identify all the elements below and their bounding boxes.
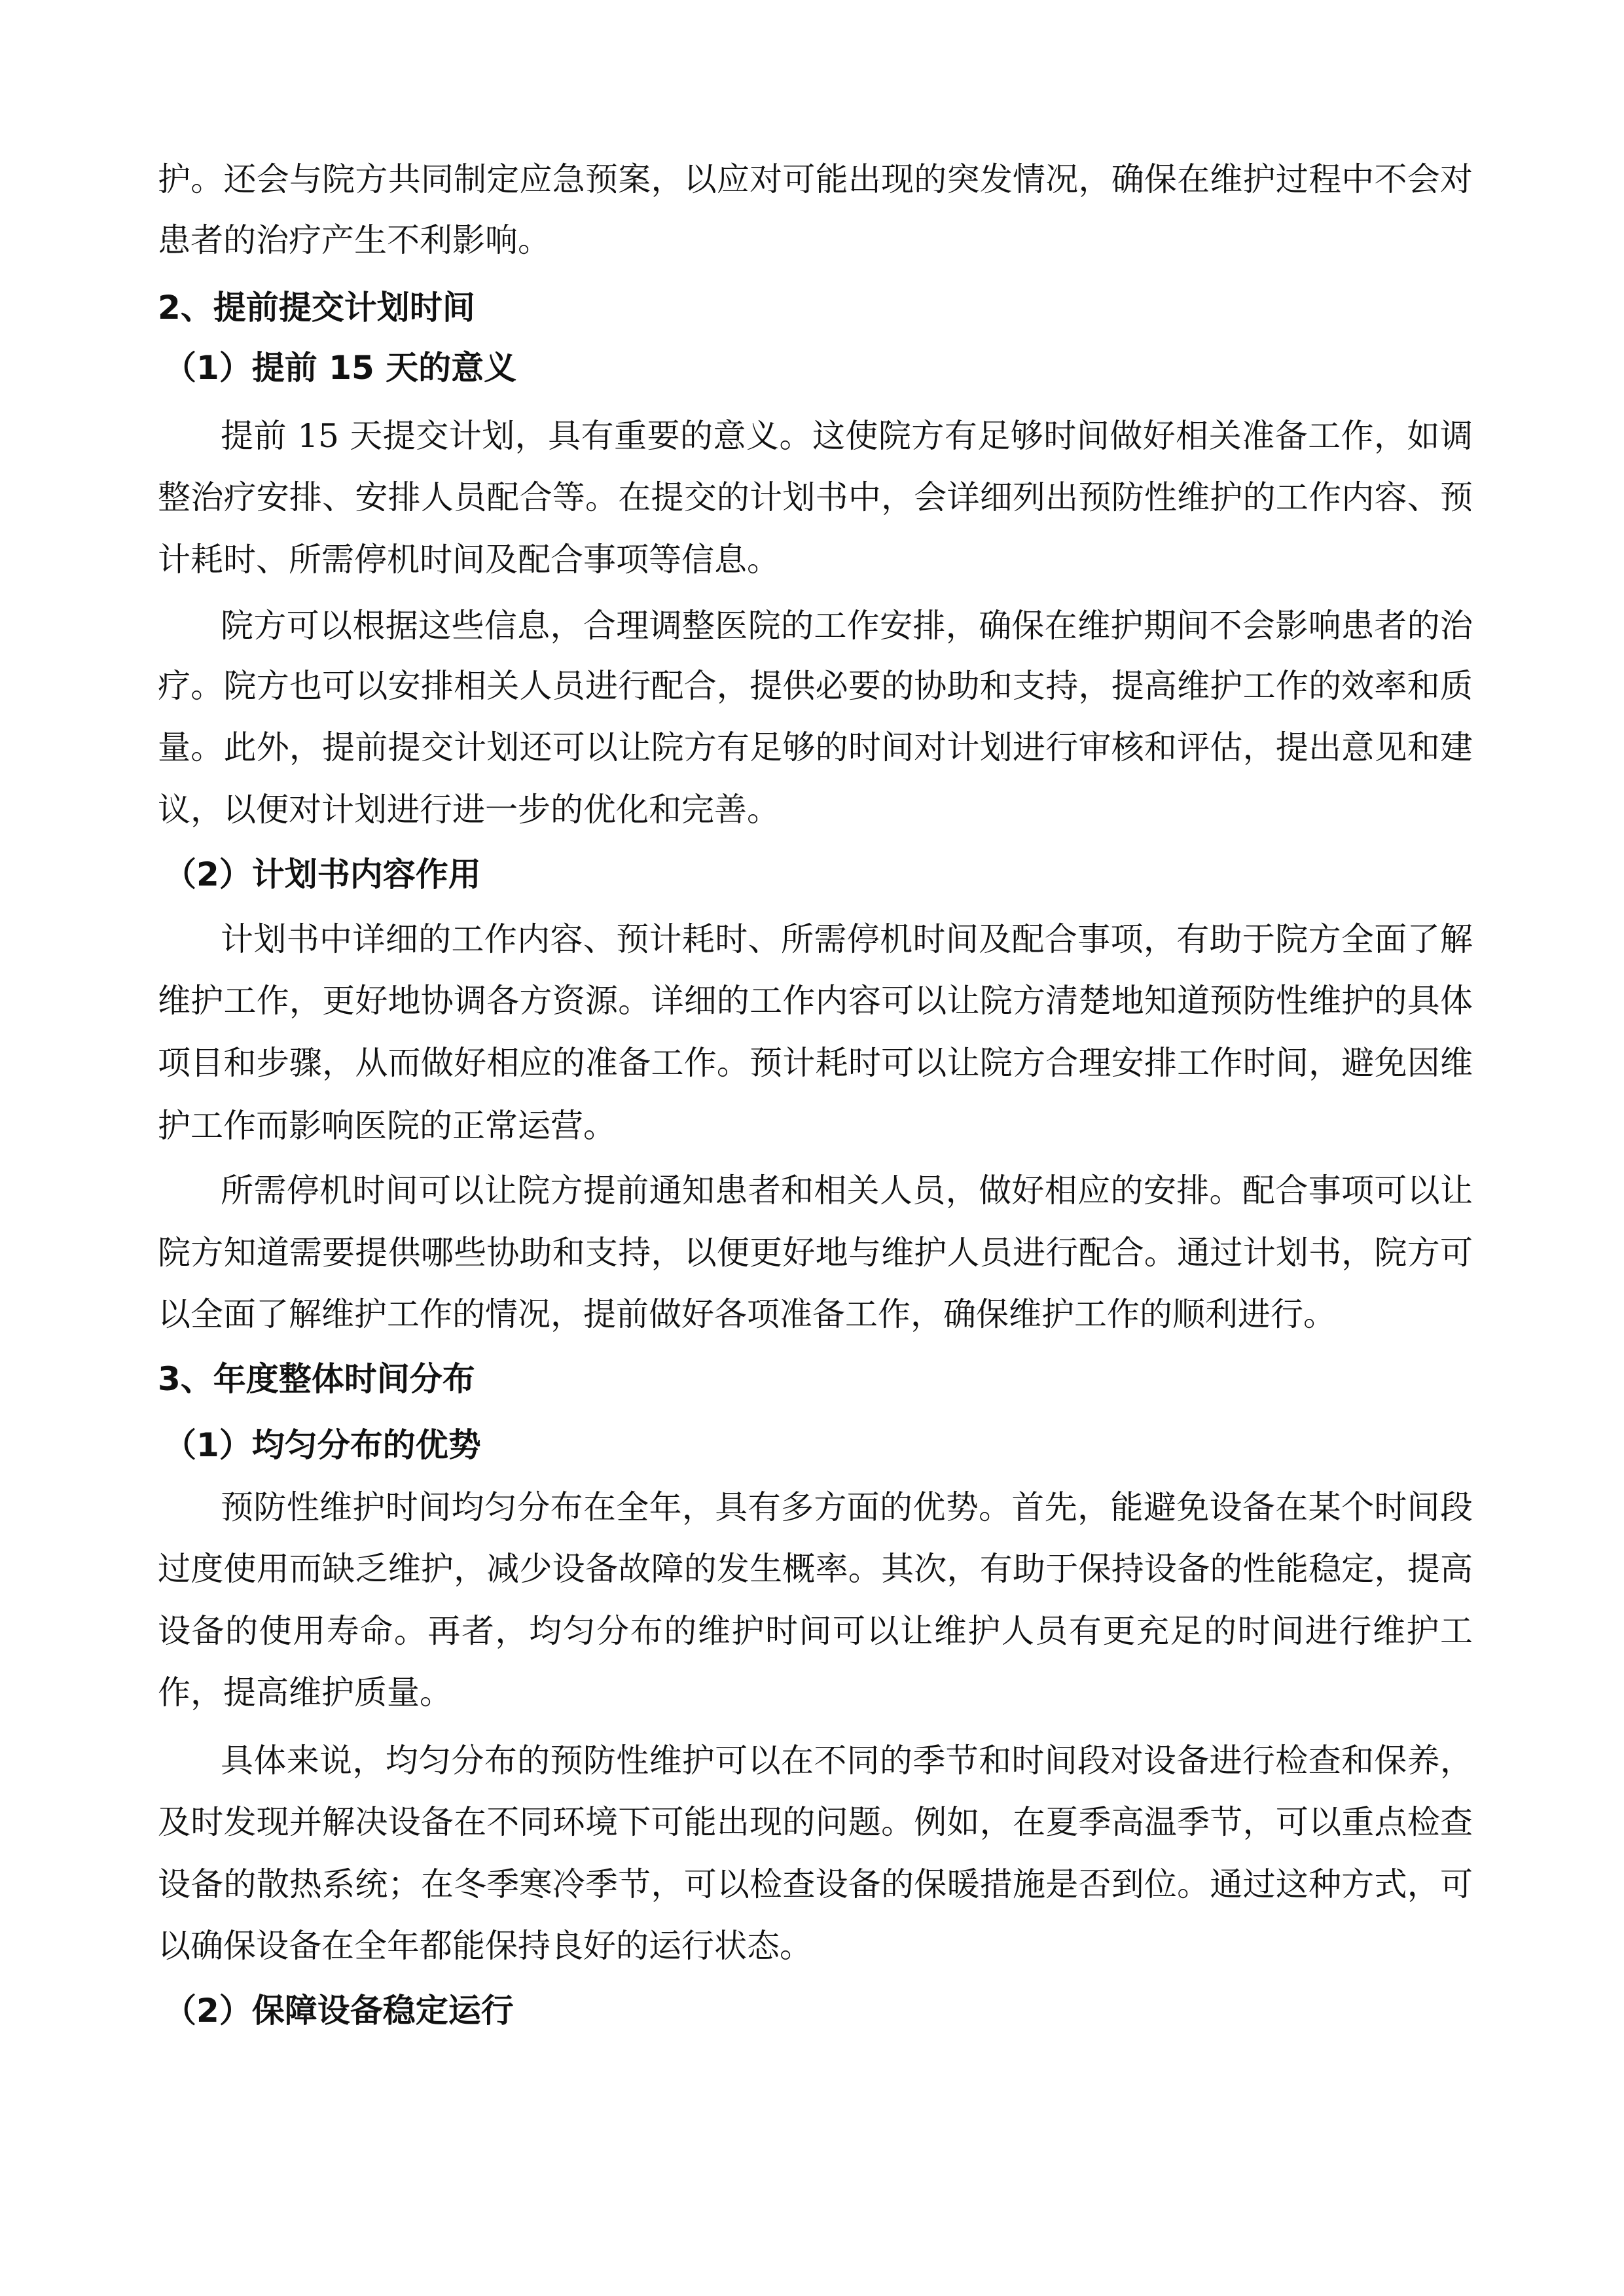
paragraph-line: 患者的治疗产生不利影响。 — [158, 221, 550, 259]
paragraph-line: 护。还会与院方共同制定应急预案，以应对可能出现的突发情况，确保在维护过程中不会对 — [158, 160, 1473, 198]
section-heading: 2、提前提交计划时间 — [158, 289, 475, 327]
paragraph-line: 及时发现并解决设备在不同环境下可能出现的问题。例如，在夏季高温季节，可以重点检查 — [158, 1803, 1473, 1841]
subsection-heading: （2）保障设备稳定运行 — [164, 1992, 514, 2030]
subsection-heading: （1）均匀分布的优势 — [164, 1426, 481, 1464]
paragraph-line: 院方可以根据这些信息，合理调整医院的工作安排，确保在维护期间不会影响患者的治 — [221, 607, 1473, 645]
paragraph-line: 设备的使用寿命。再者，均匀分布的维护时间可以让维护人员有更充足的时间进行维护工 — [158, 1612, 1473, 1650]
paragraph-line: 计划书中详细的工作内容、预计耗时、所需停机时间及配合事项，有助于院方全面了解 — [221, 920, 1473, 958]
paragraph-line: 过度使用而缺乏维护，减少设备故障的发生概率。其次，有助于保持设备的性能稳定，提高 — [158, 1550, 1473, 1588]
paragraph-line: 具体来说，均匀分布的预防性维护可以在不同的季节和时间段对设备进行检查和保养， — [221, 1742, 1473, 1780]
paragraph-line: 计耗时、所需停机时间及配合事项等信息。 — [158, 541, 780, 579]
paragraph-line: 所需停机时间可以让院方提前通知患者和相关人员，做好相应的安排。配合事项可以让 — [221, 1172, 1473, 1210]
paragraph-line: 设备的散热系统；在冬季寒冷季节，可以检查设备的保暖措施是否到位。通过这种方式，可 — [158, 1865, 1473, 1903]
paragraph-line: 疗。院方也可以安排相关人员进行配合，提供必要的协助和支持，提高维护工作的效率和质 — [158, 667, 1473, 705]
paragraph-line: 提前 15 天提交计划，具有重要的意义。这使院方有足够时间做好相关准备工作，如调 — [221, 417, 1473, 455]
paragraph-line: 量。此外，提前提交计划还可以让院方有足够的时间对计划进行审核和评估，提出意见和建 — [158, 728, 1473, 766]
paragraph-line: 项目和步骤，从而做好相应的准备工作。预计耗时可以让院方合理安排工作时间，避免因维 — [158, 1044, 1473, 1082]
paragraph-line: 以全面了解维护工作的情况，提前做好各项准备工作，确保维护工作的顺利进行。 — [158, 1295, 1336, 1333]
paragraph-line: 预防性维护时间均匀分布在全年，具有多方面的优势。首先，能避免设备在某个时间段 — [221, 1488, 1473, 1526]
paragraph-line: 以确保设备在全年都能保持良好的运行状态。 — [158, 1927, 812, 1965]
paragraph-line: 维护工作，更好地协调各方资源。详细的工作内容可以让院方清楚地知道预防性维护的具体 — [158, 982, 1473, 1020]
subsection-heading: （2）计划书内容作用 — [164, 855, 481, 893]
paragraph-line: 护工作而影响医院的正常运营。 — [158, 1107, 616, 1145]
paragraph-line: 作，提高维护质量。 — [158, 1674, 452, 1712]
paragraph-line: 议，以便对计划进行进一步的优化和完善。 — [158, 791, 780, 829]
subsection-heading: （1）提前 15 天的意义 — [164, 349, 517, 387]
paragraph-line: 院方知道需要提供哪些协助和支持，以便更好地与维护人员进行配合。通过计划书，院方可 — [158, 1234, 1473, 1272]
section-heading: 3、年度整体时间分布 — [158, 1360, 475, 1398]
paragraph-line: 整治疗安排、安排人员配合等。在提交的计划书中，会详细列出预防性维护的工作内容、预 — [158, 478, 1473, 516]
